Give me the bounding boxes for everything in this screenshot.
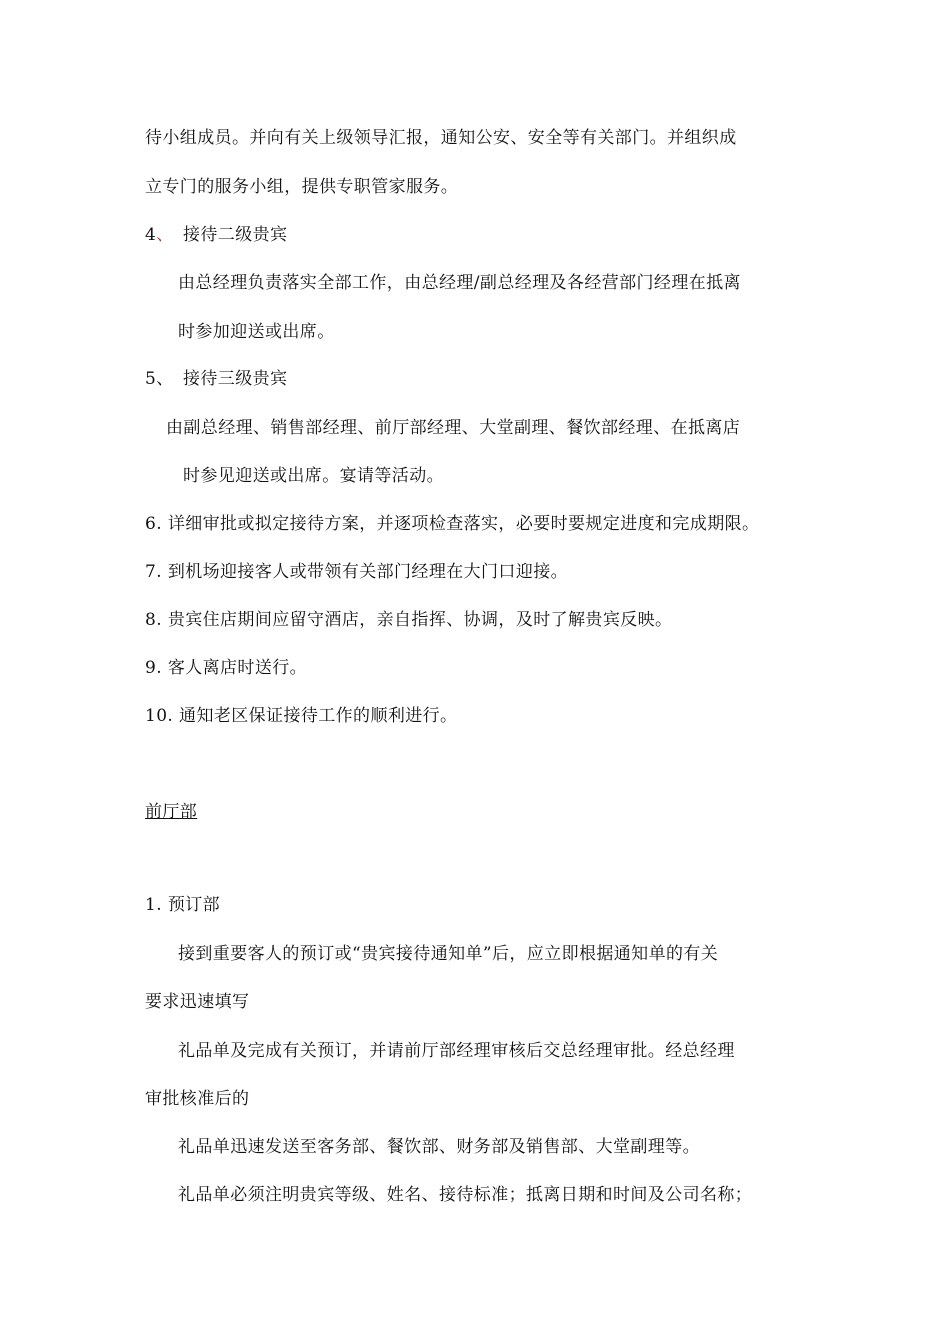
paragraph-line: 礼品单必须注明贵宾等级、姓名、接待标准；抵离日期和时间及公司名称； [178, 1185, 753, 1205]
item-4-number: 4 [145, 225, 157, 245]
list-item-heading: 1. 预订部 [145, 895, 221, 915]
paragraph-line: 立专门的服务小组，提供专职管家服务。 [145, 177, 459, 197]
item-4-separator: 、 [156, 225, 174, 245]
paragraph-line: 接到重要客人的预订或“贵宾接待通知单”后，应立即根据通知单的有关 [178, 944, 719, 964]
paragraph-line: 审批核准后的 [145, 1089, 250, 1109]
list-item: 9. 客人离店时送行。 [145, 658, 308, 678]
list-item: 6. 详细审批或拟定接待方案，并逐项检查落实，必要时要规定进度和完成期限。 [145, 514, 760, 534]
section-heading: 前厅部 [145, 802, 198, 822]
paragraph-line: 时参加迎送或出席。 [178, 322, 335, 342]
list-item: 8. 贵宾住店期间应留守酒店，亲自指挥、协调，及时了解贵宾反映。 [145, 610, 673, 630]
paragraph-line: 礼品单迅速发送至客务部、餐饮部、财务部及销售部、大堂副理等。 [178, 1137, 700, 1157]
paragraph-line: 由副总经理、销售部经理、前厅部经理、大堂副理、餐饮部经理、在抵离店 [166, 418, 741, 438]
paragraph-line: 要求迅速填写 [145, 992, 250, 1012]
list-item-heading: 接待三级贵宾 [183, 369, 288, 389]
paragraph-line: 待小组成员。并向有关上级领导汇报，通知公安、安全等有关部门。并组织成 [145, 128, 737, 148]
paragraph-line: 时参见迎送或出席。宴请等活动。 [183, 466, 444, 486]
list-item: 10. 通知老区保证接待工作的顺利进行。 [145, 706, 458, 726]
paragraph-line: 礼品单及完成有关预订，并请前厅部经理审核后交总经理审批。经总经理 [178, 1041, 735, 1061]
list-number [145, 223, 174, 247]
list-item-heading: 接待二级贵宾 [183, 225, 288, 245]
paragraph-line: 由总经理负责落实全部工作，由总经理/副总经理及各经营部门经理在抵离 [178, 273, 741, 293]
list-item: 7. 到机场迎接客人或带领有关部门经理在大门口迎接。 [145, 562, 569, 582]
list-number: 5、 [145, 369, 174, 389]
